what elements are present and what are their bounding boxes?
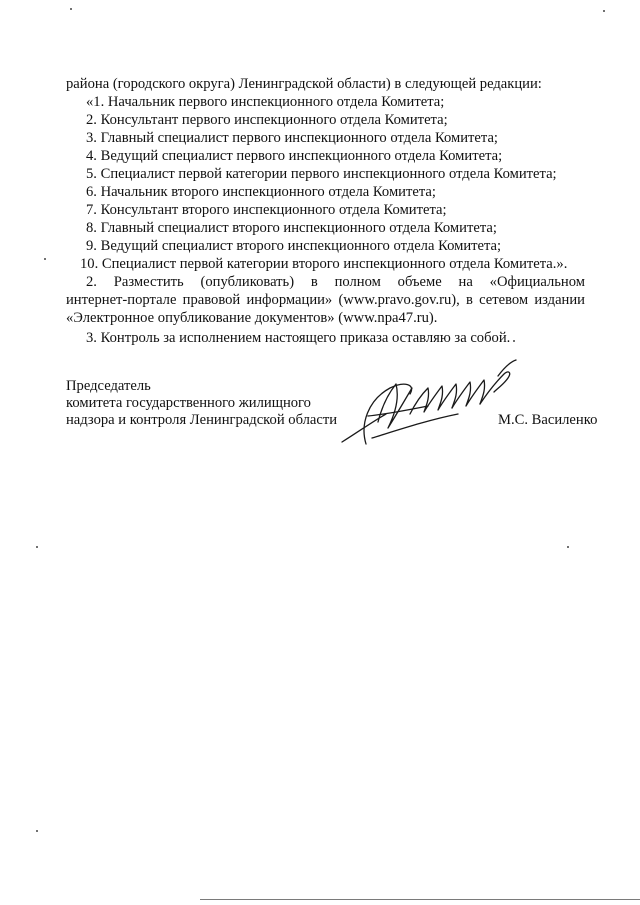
handwritten-signature-icon	[338, 354, 528, 454]
list-item: «1. Начальник первого инспекционного отдела Комитета;	[86, 94, 445, 110]
list-item: 9. Ведущий специалист второго инспекционного отдела Комитета;	[86, 238, 502, 254]
point-3-line: 3. Контроль за исполнением настоящего приказа оставляю за собой.	[86, 330, 511, 346]
point-2-line: интернет-портале правовой информации» (www.pravo.gov.ru), в сетевом издании	[66, 292, 585, 308]
position-line: Председатель	[66, 378, 151, 394]
signatory-name: М.С. Василенко	[498, 412, 598, 428]
scan-speck	[603, 10, 605, 12]
point-2-line: 2. Разместить (опубликовать) в полном объеме на «Официальном	[86, 274, 585, 290]
scan-speck	[36, 546, 38, 548]
list-item: 5. Специалист первой категории первого инспекционного отдела Комитета;	[86, 166, 557, 182]
scan-edge-line	[200, 899, 640, 900]
list-item: 10. Специалист первой категории второго инспекционного отдела Комитета.».	[80, 256, 568, 272]
scan-speck	[36, 830, 38, 832]
position-line: комитета государственного жилищного	[66, 395, 311, 411]
scan-speck	[70, 8, 72, 10]
list-item: 6. Начальник второго инспекционного отдела Комитета;	[86, 184, 436, 200]
point-2-line: «Электронное опубликование документов» (www.npa47.ru).	[66, 310, 438, 326]
scan-speck	[567, 546, 569, 548]
scan-speck	[44, 258, 46, 260]
list-item: 8. Главный специалист второго инспекционного отдела Комитета;	[86, 220, 497, 236]
list-item: 4. Ведущий специалист первого инспекционного отдела Комитета;	[86, 148, 503, 164]
list-item: 2. Консультант первого инспекционного отдела Комитета;	[86, 112, 448, 128]
list-item: 3. Главный специалист первого инспекционного отдела Комитета;	[86, 130, 498, 146]
list-item: 7. Консультант второго инспекционного отдела Комитета;	[86, 202, 447, 218]
intro-line: района (городского округа) Ленинградской области) в следующей редакции:	[66, 76, 542, 92]
scan-speck	[513, 340, 515, 342]
position-line: надзора и контроля Ленинградской области	[66, 412, 338, 428]
